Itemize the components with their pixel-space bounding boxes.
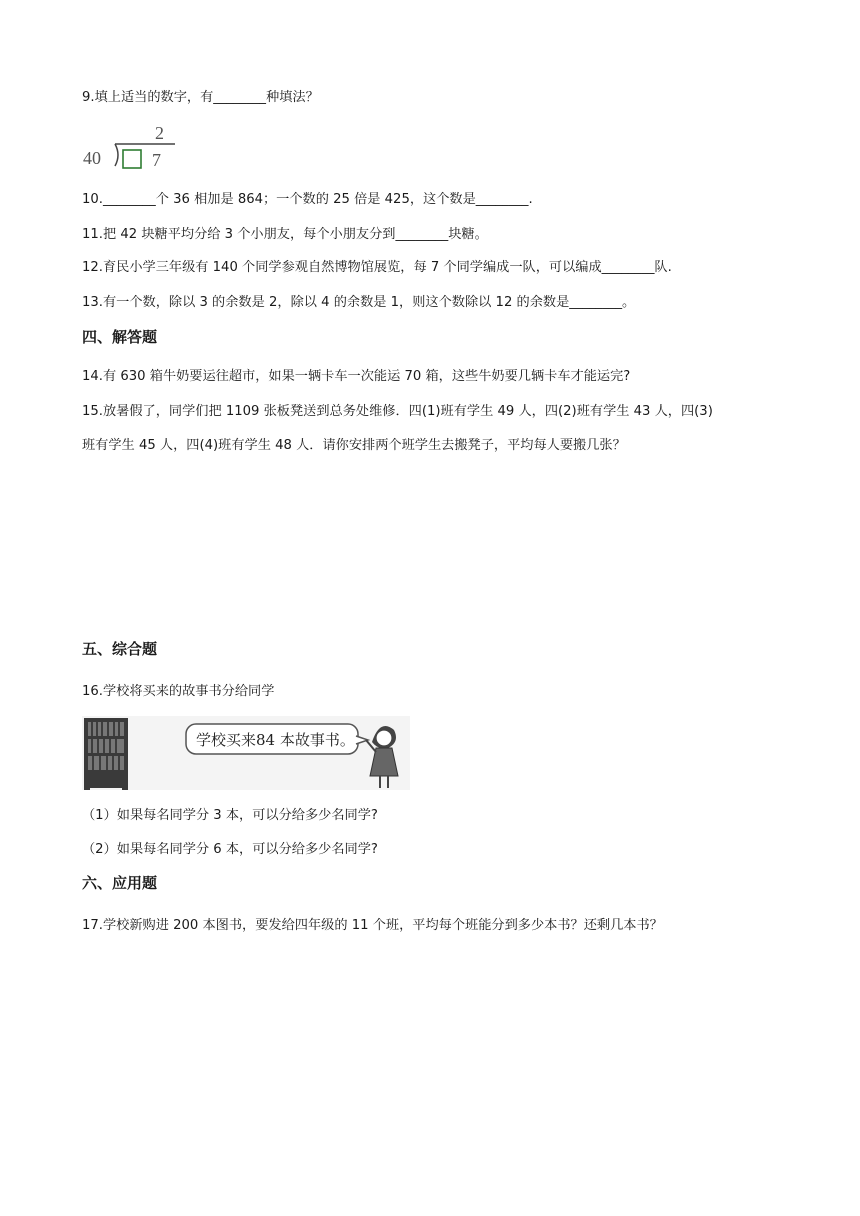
section-heading-5: 五、综合题 xyxy=(82,640,158,658)
question-15-line-1: 15.放暑假了，同学们把 1109 张板凳送到总务处维修．四(1)班有学生 49 人，四(2)班有学生 43 人，四(3) xyxy=(82,404,713,419)
question-15-line-2: 班有学生 45 人，四(4)班有学生 48 人．请你安排两个班学生去搬凳子，平均每人要搬几张？ xyxy=(82,438,626,453)
division-quotient: 2 xyxy=(155,123,164,143)
girl-icon xyxy=(366,726,398,788)
speech-bubble-text: 学校买来84 本故事书。 xyxy=(196,731,355,749)
question-16-sub-2: （2）如果每名同学分 6 本，可以分给多少名同学? xyxy=(82,842,378,857)
division-figure xyxy=(82,122,182,174)
question-9: 9.填上适当的数字，有________种填法？ xyxy=(82,90,319,105)
question-10: 10.________个 36 相加是 864；一个数的 25 倍是 425，这个数是________. xyxy=(82,192,533,207)
answer-box xyxy=(123,150,141,168)
bookshelf-picture xyxy=(82,716,410,790)
section-heading-6: 六、应用题 xyxy=(82,874,158,892)
question-13: 13.有一个数，除以 3 的余数是 2，除以 4 的余数是 1，则这个数除以 12 的余数是________。 xyxy=(82,295,636,310)
question-16: 16.学校将买来的故事书分给同学 xyxy=(82,684,275,699)
speech-bubble xyxy=(186,724,368,754)
question-17: 17.学校新购进 200 本图书，要发给四年级的 11 个班，平均每个班能分到多少本书？还剩几本书？ xyxy=(82,918,663,933)
division-divisor: 40 xyxy=(83,148,101,168)
division-dividend-digit: 7 xyxy=(152,150,161,170)
question-16-sub-1: （1）如果每名同学分 3 本，可以分给多少名同学? xyxy=(82,808,378,823)
question-11: 11.把 42 块糖平均分给 3 个小朋友，每个小朋友分到________块糖。 xyxy=(82,227,488,242)
question-14: 14.有 630 箱牛奶要运往超市，如果一辆卡车一次能运 70 箱，这些牛奶要几辆卡车才能运完? xyxy=(82,369,631,384)
bookshelf-icon xyxy=(84,718,128,790)
question-12: 12.育民小学三年级有 140 个同学参观自然博物馆展览，每 7 个同学编成一队，可以编成________队. xyxy=(82,260,672,275)
section-heading-4: 四、解答题 xyxy=(82,328,158,346)
